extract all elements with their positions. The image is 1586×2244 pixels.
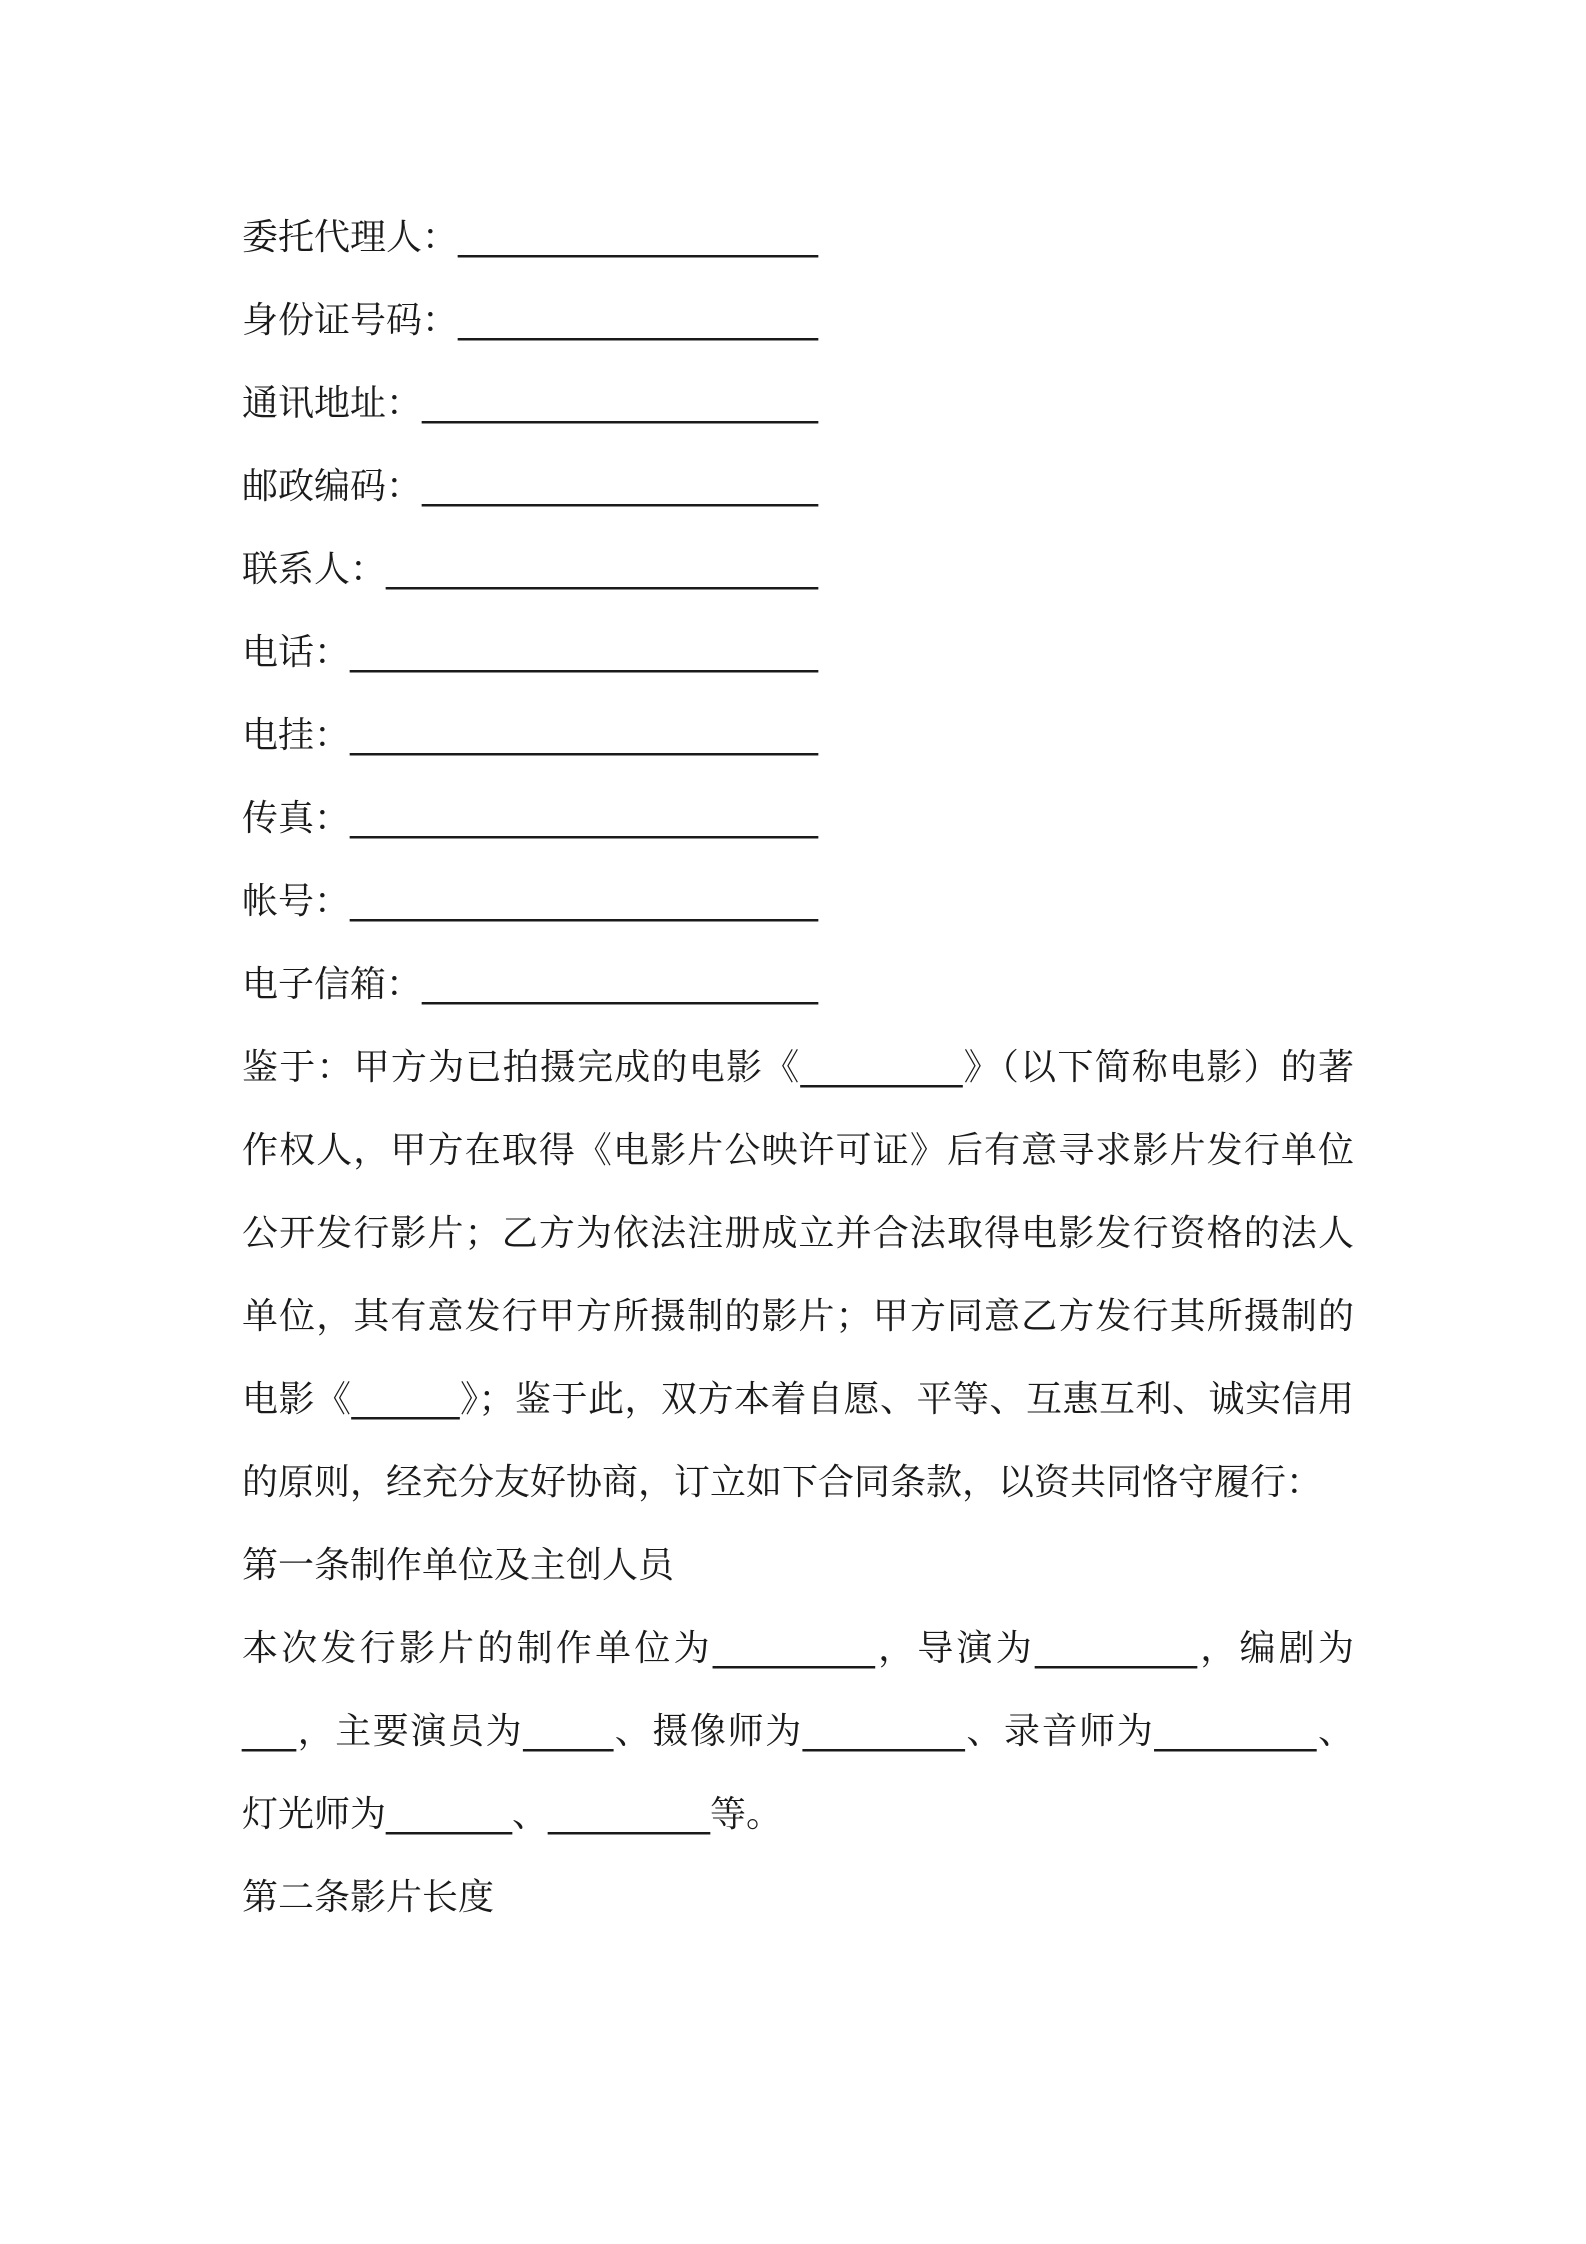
article-1-heading: 第一条制作单位及主创人员	[242, 1545, 675, 1586]
email-field	[242, 943, 1354, 1026]
address-field	[242, 362, 1354, 445]
field-label: 委托代理人：	[242, 217, 459, 258]
field-blank: __________________________	[350, 715, 819, 756]
field-label: 电挂：	[242, 715, 351, 756]
field-label: 联系人：	[242, 549, 387, 590]
contact-person-field	[242, 528, 1354, 611]
article-2-heading: 第二条影片长度	[242, 1877, 495, 1918]
field-label: 邮政编码：	[242, 466, 423, 507]
field-blank: ______________________	[422, 466, 819, 507]
field-blank: ______________________	[422, 383, 819, 424]
field-blank: __________________________	[350, 798, 819, 839]
field-label: 电子信箱：	[242, 964, 423, 1005]
preamble-paragraph: 鉴于：甲方为已拍摄完成的电影《_________》（以下简称电影）的著作权人，甲方在取得《电影片公映许可证》后有意寻求影片发行单位公开发行影片；乙方为依法注册成立并合法取得电影发行资格的法人单位，其有意发行甲方所摄制的影片；甲方同意乙方发行其所摄制的电影《______》；鉴于此，双方本着自愿、平等、互惠互利、诚实信用的原则，经充分友好协商，订立如下合同条款，以资共同恪守履行：	[242, 1047, 1354, 1503]
field-label: 传真：	[242, 798, 351, 839]
article-1-body: 本次发行影片的制作单位为_________，导演为_________，编剧为 ___，主要演员为_____、摄像师为_________、录音师为_________、灯光师为_______、_________等。	[242, 1628, 1366, 1835]
telegraph-field	[242, 694, 1354, 777]
postcode-field	[242, 445, 1354, 528]
id-number-field	[242, 279, 1354, 362]
field-blank: ______________________	[422, 964, 819, 1005]
fax-field	[242, 777, 1354, 860]
field-blank: __________________________	[350, 632, 819, 673]
contract-body	[242, 196, 1366, 1939]
field-label: 身份证号码：	[242, 300, 459, 341]
agent-field	[242, 196, 1354, 279]
field-blank: __________________________	[350, 881, 819, 922]
account-field	[242, 860, 1354, 943]
phone-field	[242, 611, 1354, 694]
field-label: 帐号：	[242, 881, 351, 922]
field-blank: ____________________	[458, 217, 819, 258]
field-label: 电话：	[242, 632, 351, 673]
field-blank: ________________________	[386, 549, 819, 590]
field-blank: ____________________	[458, 300, 819, 341]
field-label: 通讯地址：	[242, 383, 423, 424]
